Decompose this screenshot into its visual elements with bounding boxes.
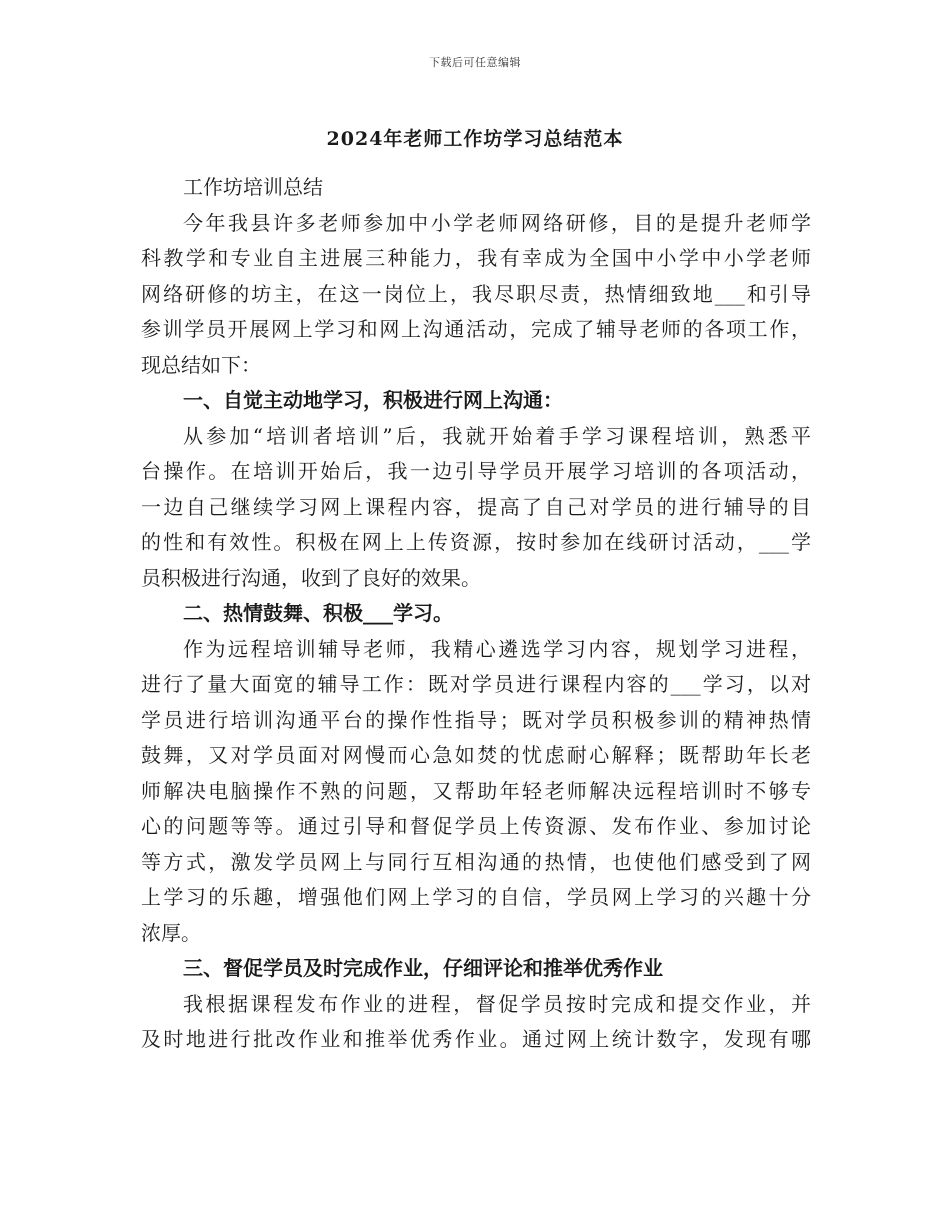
paragraph-line: 进行了量大面宽的辅导工作：既对学员进行课程内容的___学习，以对	[141, 672, 811, 696]
paragraph-line: 员积极进行沟通，收到了良好的效果。	[141, 565, 481, 590]
paragraph-line: 上学习的乐趣，增强他们网上学习的自信，学员网上学习的兴趣十分	[141, 885, 811, 909]
paragraph-line: 鼓舞，又对学员面对网慢而心急如焚的忧虑耐心解释；既帮助年长老	[141, 743, 811, 767]
paragraph-line: 的性和有效性。积极在网上上传资源，按时参加在线研讨活动，___学	[141, 530, 811, 554]
paragraph-line: 师解决电脑操作不熟的问题，又帮助年轻老师解决远程培训时不够专	[141, 778, 811, 803]
paragraph-line: 心的问题等等。通过引导和督促学员上传资源、发布作业、参加讨论	[141, 814, 811, 838]
document-body	[141, 170, 811, 1058]
paragraph-line: 一边自己继续学习网上课程内容，提高了自己对学员的进行辅导的目	[141, 494, 811, 519]
paragraph-line: 从参加“培训者培训”后，我就开始着手学习课程培训，熟悉平	[183, 423, 811, 448]
paragraph-line: 今年我县许多老师参加中小学老师网络研修，目的是提升老师学	[183, 210, 811, 235]
paragraph-line: 现总结如下：	[141, 352, 261, 377]
paragraph-line: 等方式，激发学员网上与同行互相沟通的热情，也使他们感受到了网	[141, 849, 811, 874]
header-note: 下载后可任意编辑	[429, 56, 521, 69]
paragraph-line: 及时地进行批改作业和推举优秀作业。通过网上统计数字，发现有哪	[141, 1027, 811, 1051]
paragraph-line: 科教学和专业自主进展三种能力，我有幸成为全国中小学中小学老师	[141, 246, 811, 270]
section-heading-1: 一、自觉主动地学习，积极进行网上沟通：	[183, 388, 563, 412]
paragraph-line: 作为远程培训辅导老师，我精心遴选学习内容，规划学习进程，	[183, 636, 811, 661]
paragraph-line: 台操作。在培训开始后，我一边引导学员开展学习培训的各项活动，	[141, 459, 811, 483]
document-subtitle: 工作坊培训总结	[183, 175, 323, 199]
paragraph-line: 我根据课程发布作业的进程，督促学员按时完成和提交作业，并	[183, 991, 811, 1016]
section-heading-2: 二、热情鼓舞、积极___学习。	[183, 601, 453, 625]
paragraph-line: 参训学员开展网上学习和网上沟通活动，完成了辅导老师的各项工作，	[141, 317, 811, 341]
document-title: 2024年老师工作坊学习总结范本	[326, 128, 624, 150]
paragraph-line: 网络研修的坊主，在这一岗位上，我尽职尽责，热情细致地___和引导	[141, 281, 811, 306]
section-heading-3: 三、督促学员及时完成作业，仔细评论和推举优秀作业	[183, 956, 663, 980]
paragraph-line: 学员进行培训沟通平台的操作性指导；既对学员积极参训的精神热情	[141, 707, 811, 732]
paragraph-line: 浓厚。	[141, 920, 201, 945]
